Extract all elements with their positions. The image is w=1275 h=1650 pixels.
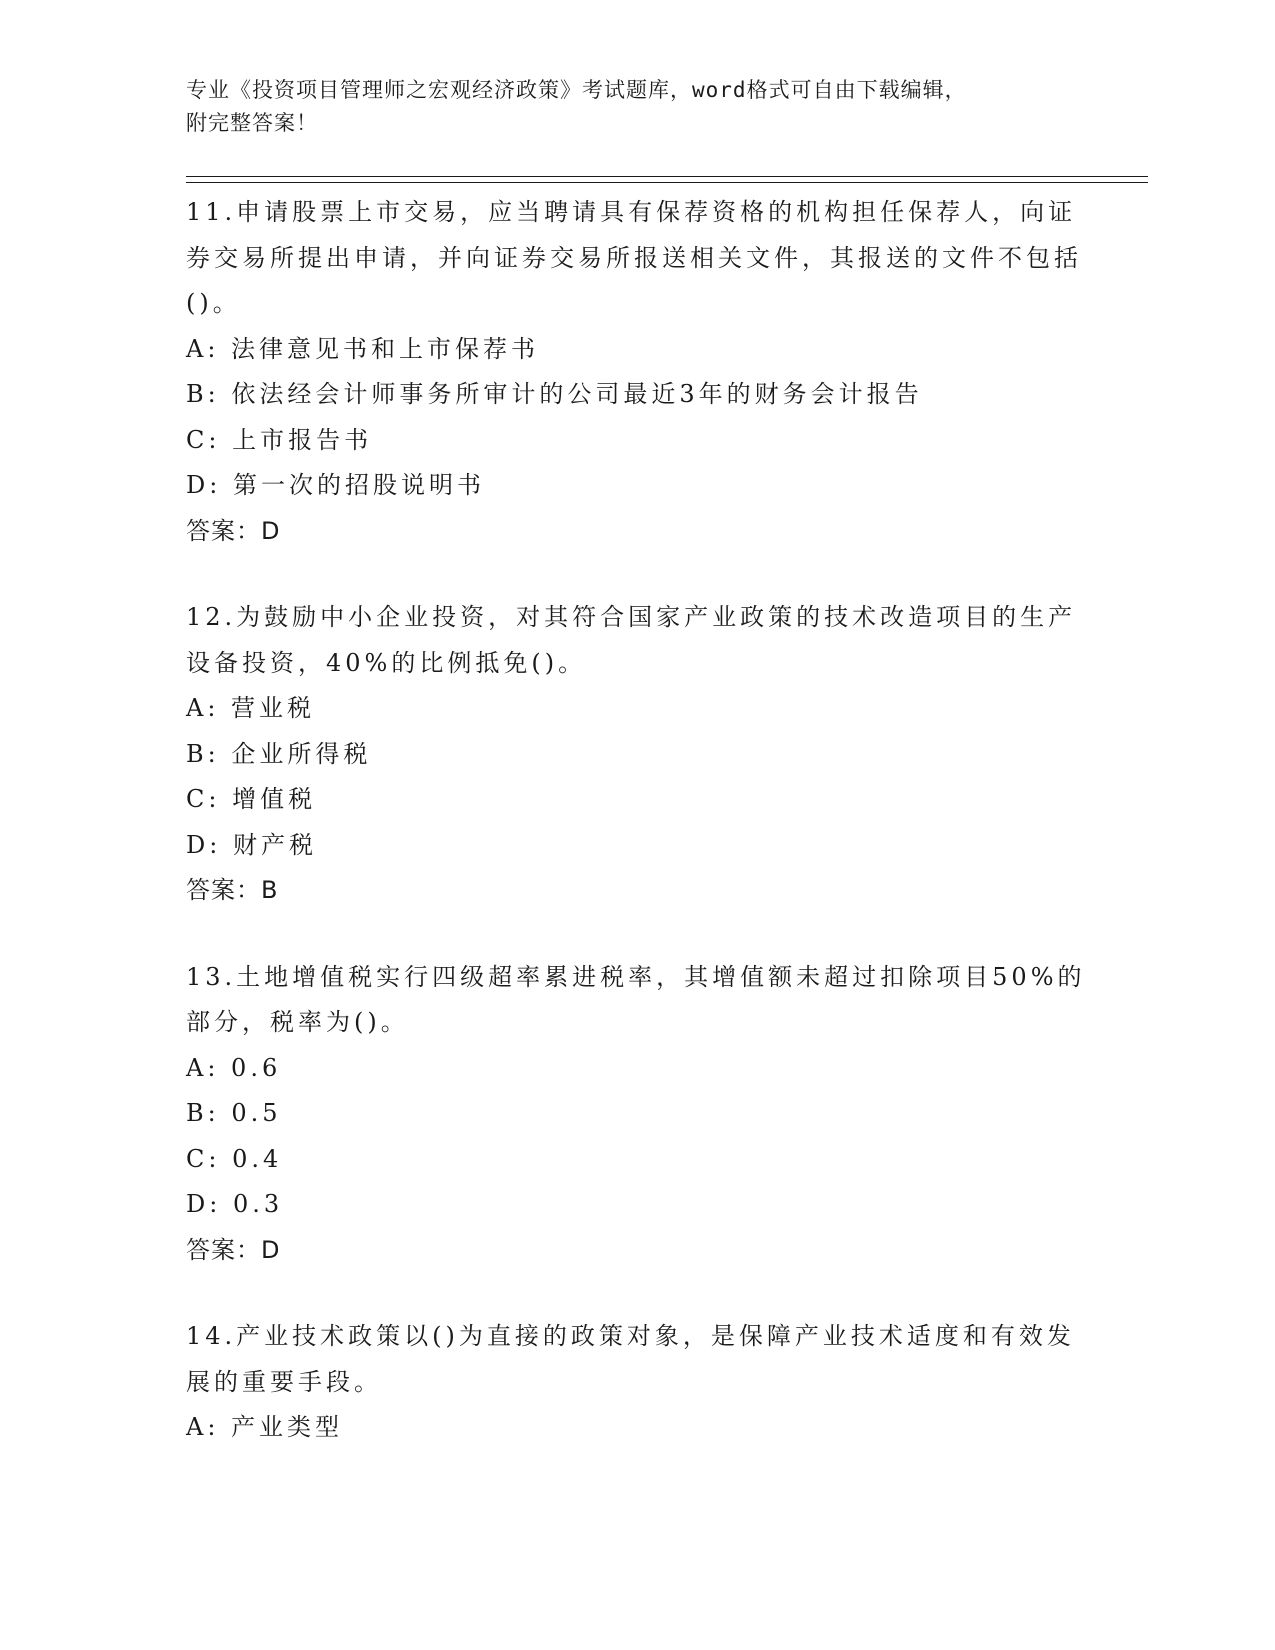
answer: 答案：B [186,876,279,904]
question-text: 11.申请股票上市交易，应当聘请具有保荐资格的机构担任保荐人，向证券交易所提出申请，并向证券交易所报送相关文件，其报送的文件不包括()。 [186,198,1082,317]
option-b: B: 依法经会计师事务所审计的公司最近3年的财务会计报告 [186,380,923,408]
header-divider-bottom [186,182,1148,183]
option-a: A: 营业税 [186,694,316,722]
question-14 [186,1314,1086,1451]
answer: 答案：D [186,1235,281,1264]
option-c: C: 上市报告书 [186,425,373,454]
question-12 [186,595,1086,914]
option-a: A: 产业类型 [186,1413,344,1441]
header-divider-top [186,176,1148,177]
question-text: 13.土地增值税实行四级超率累进税率，其增值额未超过扣除项目50%的部分，税率为()。 [186,962,1086,1036]
option-b: B: 0.5 [186,1099,282,1127]
option-c: C: 增值税 [186,785,317,813]
question-13 [186,955,1086,1274]
answer: 答案：D [186,516,281,545]
document-header [186,74,1066,140]
option-d: D: 第一次的招股说明书 [186,471,485,499]
option-c: C: 0.4 [186,1144,283,1173]
question-text: 12.为鼓励中小企业投资，对其符合国家产业政策的技术改造项目的生产设备投资，40%的比例抵免()。 [186,603,1077,677]
question-11 [186,190,1086,554]
question-list [186,190,1086,1492]
option-a: A: 0.6 [186,1053,282,1082]
option-d: D: 0.3 [186,1190,284,1218]
header-line-1: 专业《投资项目管理师之宏观经济政策》考试题库，word格式可自由下载编辑， [186,78,967,102]
option-a: A: 法律意见书和上市保荐书 [186,334,540,363]
option-d: D: 财产税 [186,830,317,859]
option-b: B: 企业所得税 [186,739,372,768]
header-line-2: 附完整答案！ [186,111,318,135]
question-text: 14.产业技术政策以()为直接的政策对象，是保障产业技术适度和有效发展的重要手段。 [186,1322,1075,1396]
